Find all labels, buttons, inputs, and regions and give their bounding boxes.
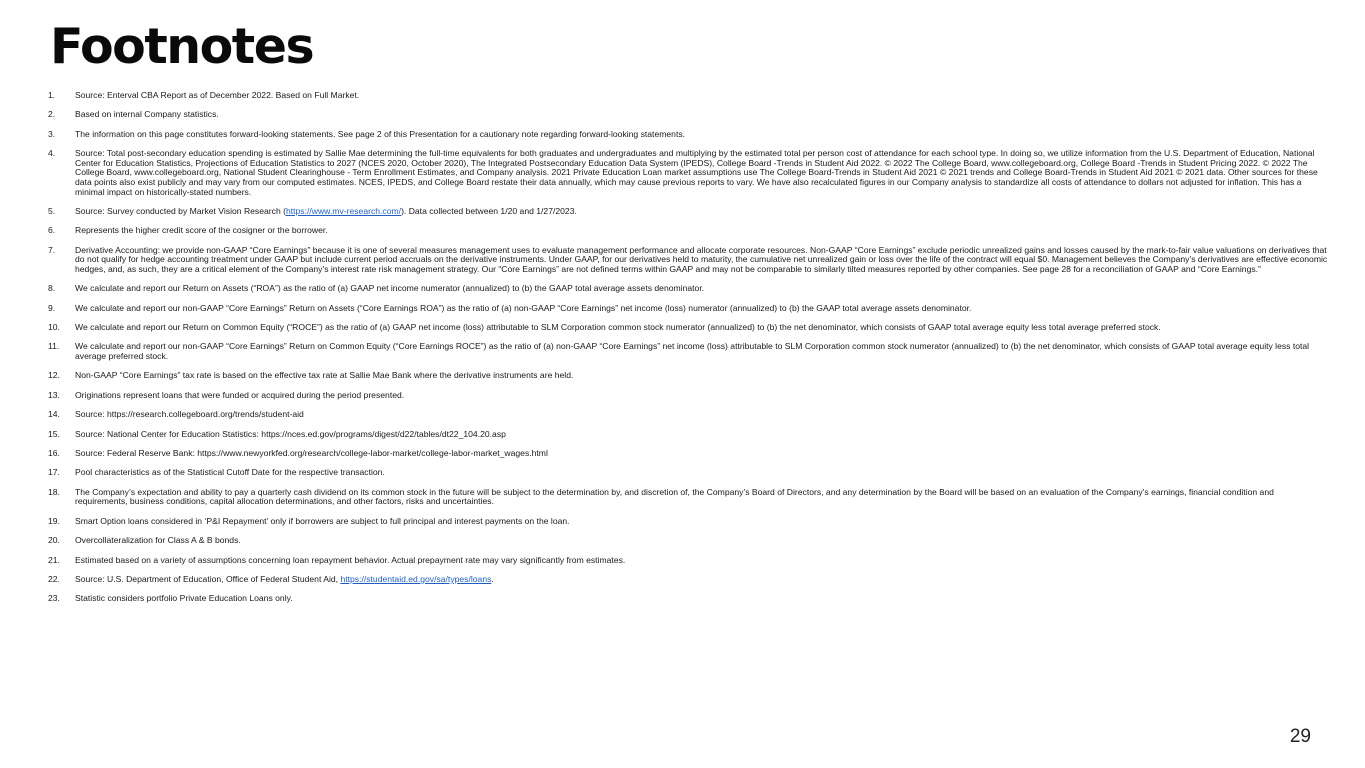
footnote-text	[75, 449, 1328, 459]
footnote-text	[75, 575, 1328, 585]
page-title: Footnotes	[50, 18, 314, 75]
footnote-text	[75, 556, 1328, 566]
footnote-text	[75, 246, 1328, 275]
footnote-item	[48, 536, 1328, 546]
footnote-item	[48, 556, 1328, 566]
footnote-text	[75, 110, 1328, 120]
footnote-item	[48, 226, 1328, 236]
footnote-item	[48, 594, 1328, 604]
footnote-text-segment: The information on this page constitutes forward-looking statements. See page 2 of this Presentation for a cautionary note regarding forward-looking statements.	[75, 128, 686, 139]
footnote-item	[48, 284, 1328, 294]
footnote-item	[48, 488, 1328, 507]
footnote-text-segment: Pool characteristics as of the Statistical Cutoff Date for the respective transaction.	[75, 467, 385, 478]
footnote-item	[48, 110, 1328, 120]
footnote-text-segment: We calculate and report our Return on Assets (“ROA”) as the ratio of (a) GAAP net income numerator (annualized) to (b) the GAAP total average assets denominator.	[75, 283, 705, 294]
page-number: 29	[1289, 726, 1311, 747]
footnote-number: 14.	[48, 409, 60, 420]
footnote-item	[48, 575, 1328, 585]
footnote-text	[75, 323, 1328, 333]
footnote-text-segment: Originations represent loans that were funded or acquired during the period presented.	[75, 389, 405, 400]
footnote-number: 15.	[48, 428, 60, 439]
footnote-text	[75, 149, 1328, 197]
footnote-text-segment: ). Data collected between 1/20 and 1/27/2023.	[401, 205, 577, 216]
footnote-text	[75, 130, 1328, 140]
footnote-text	[75, 207, 1328, 217]
footnote-text	[75, 430, 1328, 440]
footnote-text-segment: .	[491, 573, 494, 584]
footnote-text	[75, 91, 1328, 101]
footnote-number: 11.	[48, 341, 60, 352]
footnote-text-segment: Statistic considers portfolio Private Education Loans only.	[75, 593, 293, 604]
footnote-item	[48, 391, 1328, 401]
footnote-item	[48, 149, 1328, 197]
footnote-number: 12.	[48, 370, 60, 381]
footnote-text	[75, 468, 1328, 478]
footnote-text	[75, 342, 1328, 361]
footnote-text-segment: We calculate and report our non-GAAP “Core Earnings” Return on Common Equity (“Core Earnings ROCE”) as the ratio of (a) non-GAAP “Core Earnings” net income (loss) attributable to SLM Corporation common stock numerator (annualized) to (b) the net denominator, which consists of GAAP total average equity less total average preferred stock.	[75, 341, 1310, 362]
footnote-item	[48, 342, 1328, 361]
footnote-number: 6.	[48, 225, 56, 236]
footnotes-list	[48, 91, 1328, 614]
footnote-text-segment: Smart Option loans considered in ‘P&I Repayment’ only if borrowers are subject to full principal and interest payments on the loan.	[75, 515, 570, 526]
footnote-number: 5.	[48, 205, 56, 216]
footnote-text	[75, 488, 1328, 507]
footnote-text	[75, 594, 1328, 604]
footnote-item	[48, 130, 1328, 140]
footnote-item	[48, 468, 1328, 478]
footnote-item	[48, 449, 1328, 459]
footnote-number: 23.	[48, 593, 60, 604]
footnote-item	[48, 371, 1328, 381]
footnote-number: 8.	[48, 283, 56, 294]
footnote-text-segment: Represents the higher credit score of the cosigner or the borrower.	[75, 225, 328, 236]
footnote-text	[75, 391, 1328, 401]
footnote-item	[48, 430, 1328, 440]
footnote-text-segment: Estimated based on a variety of assumptions concerning loan repayment behavior. Actual prepayment rate may vary significantly from estimates.	[75, 554, 626, 565]
footnote-text	[75, 304, 1328, 314]
footnote-number: 21.	[48, 554, 60, 565]
footnote-number: 19.	[48, 515, 60, 526]
footnote-number: 17.	[48, 467, 60, 478]
footnote-text-segment: We calculate and report our Return on Common Equity (“ROCE”) as the ratio of (a) GAAP net income (loss) attributable to SLM Corporation common stock numerator (annualized) to (b) the net denominator, which consists of GAAP total average equity less total average preferred stock.	[75, 322, 1161, 333]
footnote-text-segment: Overcollateralization for Class A & B bonds.	[75, 535, 241, 546]
footnote-number: 1.	[48, 90, 56, 100]
footnote-item	[48, 207, 1328, 217]
footnote-item	[48, 304, 1328, 314]
footnote-text-segment: The Company’s expectation and ability to pay a quarterly cash dividend on its common stock in the future will be subject to the determination by, and discretion of, the Company’s Board of Directors, and any determination by the Board will be based on an evaluation of the Company’s earnings, financial condition and requirements, business conditions, capital allocation determinations, and other factors, risks and uncertainties.	[75, 486, 1274, 507]
footnote-text	[75, 517, 1328, 527]
footnote-item	[48, 246, 1328, 275]
footnote-text-segment: We calculate and report our non-GAAP “Core Earnings” Return on Assets (“Core Earnings ROA”) as the ratio of (a) non-GAAP “Core Earnings” net income (loss) numerator (annualized) to (b) the GAAP total average assets denominator.	[75, 302, 972, 313]
footnote-text	[75, 226, 1328, 236]
footnote-item	[48, 410, 1328, 420]
footnote-number: 3.	[48, 128, 56, 139]
footnote-text-segment: Source: Enterval CBA Report as of December 2022. Based on Full Market.	[75, 90, 360, 100]
footnote-number: 18.	[48, 486, 60, 497]
footnote-item	[48, 91, 1328, 101]
footnote-text-segment: Based on internal Company statistics.	[75, 109, 219, 120]
footnote-text-segment: Source: Total post-secondary education spending is estimated by Sallie Mae determining the full-time equivalents for both graduates and undergraduates and multiplying by the estimated total per person cost of attendance for each school type. In doing so, we utilize information from the U.S. Department of Education, National Center for Education Statistics, Projections of Education Statistics to 2027 (NCES 2020, October 2020), The Integrated Postsecondary Education Data System (IPEDS), College Board -Trends in Student Aid 2022. © 2022 The College Board, www.collegeboard.org, College Board -Trends in Student Pricing 2022. © 2022 The College Board, www.collegeboard.org, National Student Clearinghouse - Term Enrollment Estimates, and Company analysis. 2021 Private Education Loan market assumptions use The College Board-Trends in Student Aid 2021 © 2021 trends and College Board-Trends in Student Aid 2021 © 2021 data. Other sources for these data points also exist publicly and may vary from our computed estimates. NCES, IPEDS, and College Board restate their data annually, which may cause previous reports to vary. We have also recalculated figures in our Company analysis to standardize all costs of attendance to dollars not adjusted for inflation. This has a minimal impact on historically-stated numbers.	[75, 148, 1318, 197]
footnote-text-segment: Source: Survey conducted by Market Vision Research (	[75, 205, 286, 216]
footnote-number: 10.	[48, 322, 60, 333]
footnote-link[interactable]: https://studentaid.ed.gov/sa/types/loans	[340, 573, 492, 584]
footnote-text	[75, 536, 1328, 546]
footnote-number: 22.	[48, 573, 60, 584]
footnote-text-segment: Source: U.S. Department of Education, Office of Federal Student Aid,	[75, 573, 341, 584]
footnote-link[interactable]: https://www.mv-research.com/	[285, 205, 402, 216]
footnote-number: 4.	[48, 148, 56, 159]
footnote-text-segment: Source: Federal Reserve Bank: https://www.newyorkfed.org/research/college-labor-market/college-labor-market_wages.html	[75, 448, 548, 459]
footnote-number: 7.	[48, 244, 56, 255]
footnote-number: 20.	[48, 535, 60, 546]
footnote-text-segment: Source: National Center for Education Statistics: https://nces.ed.gov/programs/digest/d22/tables/dt22_104.20.asp	[75, 428, 506, 439]
footnote-item	[48, 517, 1328, 527]
footnote-number: 2.	[48, 109, 56, 120]
footnote-item	[48, 323, 1328, 333]
footnote-text-segment: Non-GAAP “Core Earnings” tax rate is based on the effective tax rate at Sallie Mae Bank where the derivative instruments are held.	[75, 370, 574, 381]
footnote-number: 13.	[48, 389, 60, 400]
footnote-text-segment: Derivative Accounting: we provide non-GAAP “Core Earnings” because it is one of several measures management uses to evaluate management performance and allocate corporate resources. Non-GAAP “Core Earnings” exclude periodic unrealized gains and losses caused by the mark-to-fair value valuations on derivatives that do not qualify for hedge accounting treatment under GAAP but include current period accruals on the derivative instruments. Under GAAP, for our derivatives held to maturity, the cumulative net unrealized gain or loss over the life of the contract will equal $0. Management believes the Company’s derivatives are effective economic hedges, and, as such, they are a critical element of the Company’s interest rate risk management strategy. Our “Core Earnings” are not defined terms within GAAP and may not be comparable to similarly tilted measures reported by other companies. See page 28 for a reconciliation of GAAP and “Core Earnings.”	[75, 244, 1328, 274]
footnote-text	[75, 410, 1328, 420]
footnote-number: 9.	[48, 302, 56, 313]
footnote-number: 16.	[48, 448, 60, 459]
footnote-text-segment: Source: https://research.collegeboard.org/trends/student-aid	[75, 409, 304, 420]
footnote-text	[75, 371, 1328, 381]
footnote-text	[75, 284, 1328, 294]
